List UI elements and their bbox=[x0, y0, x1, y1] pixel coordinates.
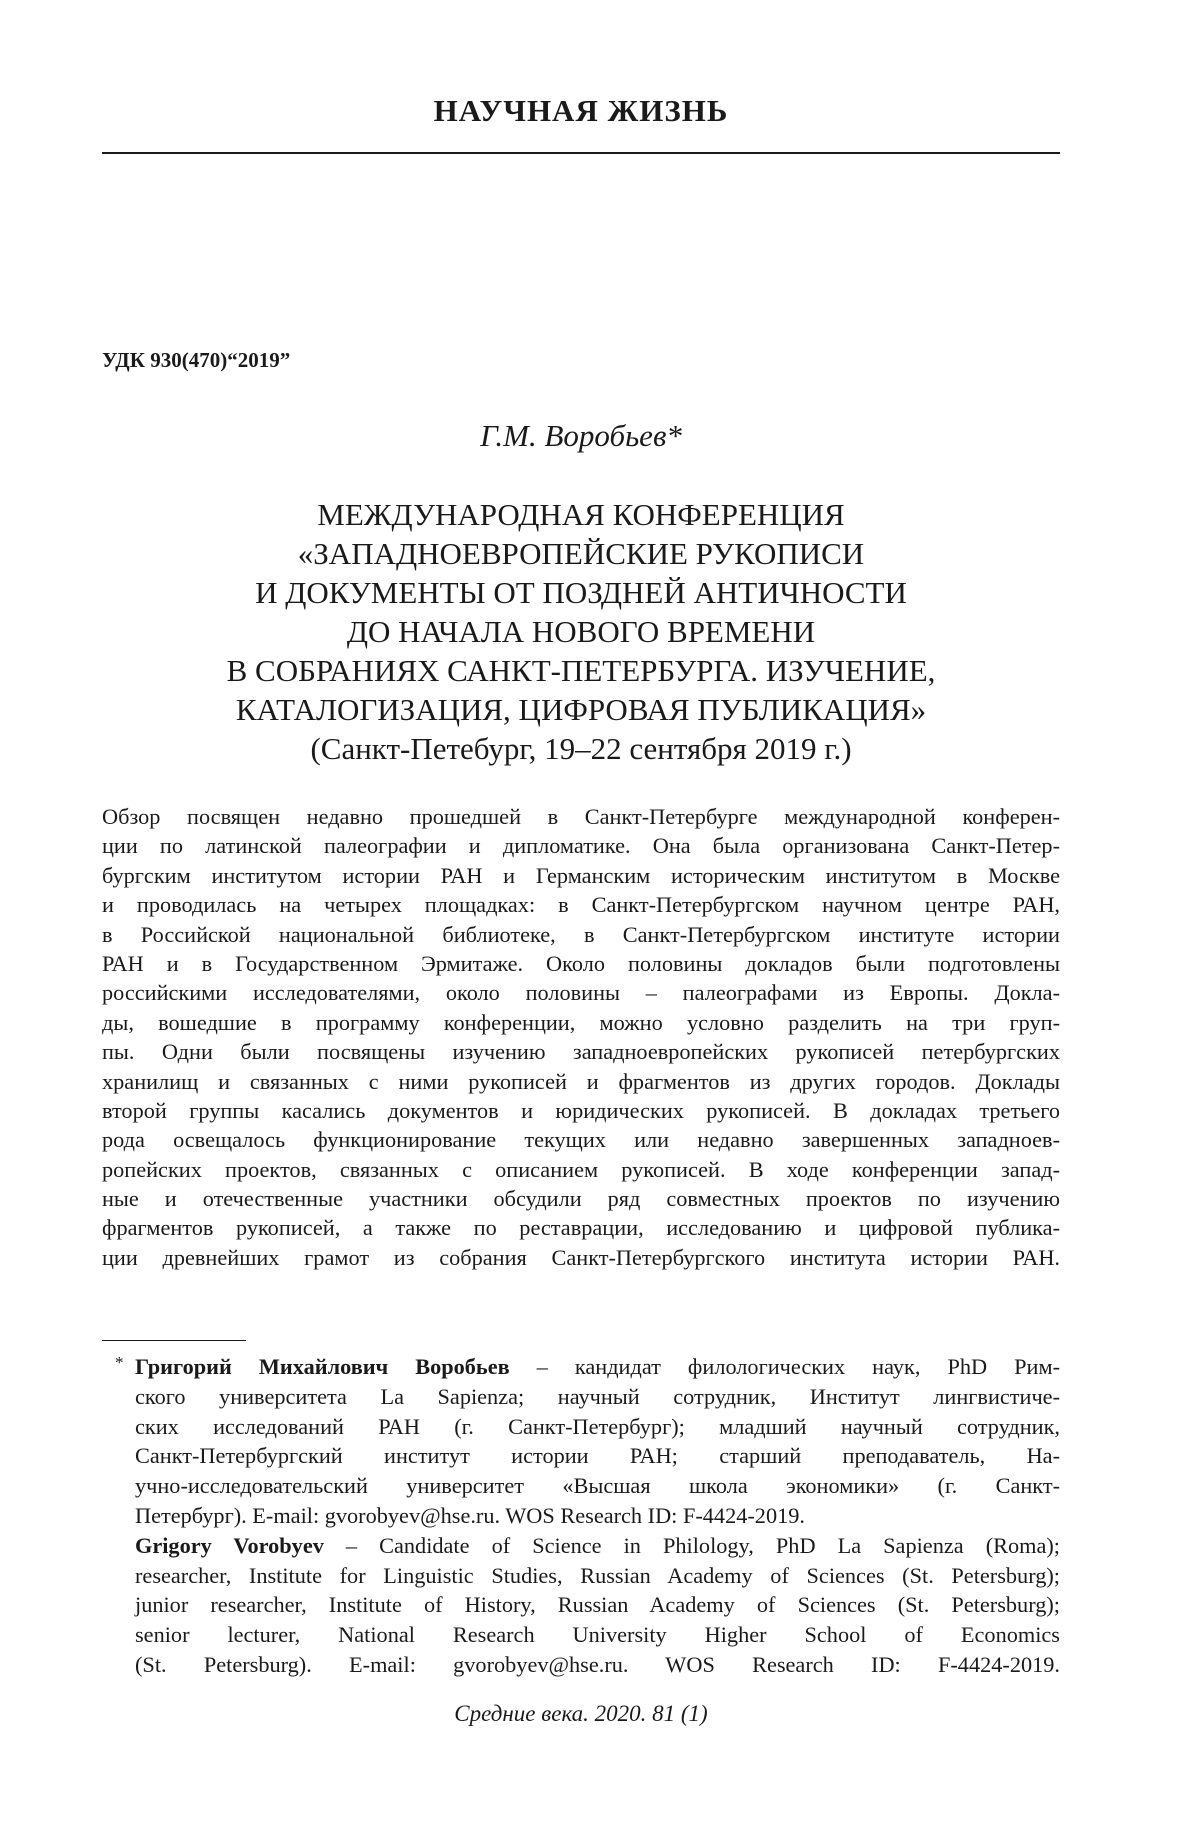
abstract-line: бургским институтом истории РАН и Германским историческим институтом в Москве bbox=[102, 862, 1060, 888]
footnote-text: – Candidate of Science in Philology, PhD La Sapienza (Roma); bbox=[323, 1532, 1060, 1558]
footnote-divider bbox=[102, 1340, 246, 1341]
footnote-line bbox=[135, 1531, 1060, 1561]
abstract-line: и проводилась на четырех площадках: в Санкт-Петербургском научном центре РАН, bbox=[102, 892, 1060, 918]
abstract-line: рода освещалось функционирование текущих или недавно завершенных западноев- bbox=[102, 1127, 1060, 1153]
abstract-line: ции древнейших грамот из собрания Санкт-Петербургского института истории РАН. bbox=[102, 1244, 1060, 1270]
abstract-line: ные и отечественные участники обсудили ряд совместных проектов по изучению bbox=[102, 1186, 1060, 1212]
footnote-author-en: Grigory Vorobyev bbox=[135, 1532, 324, 1558]
footnote-line: ских исследований РАН (г. Санкт-Петербург); младший научный сотрудник, bbox=[135, 1413, 1060, 1439]
footnote-line: researcher, Institute for Linguistic Studies, Russian Academy of Sciences (St. Petersburg); bbox=[135, 1562, 1060, 1588]
footnote-line: (St. Petersburg). E-mail: gvorobyev@hse.ru. WOS Research ID: F-4424-2019. bbox=[135, 1651, 1060, 1677]
title-subtitle-line: (Санкт-Петебург, 19–22 сентября 2019 г.) bbox=[310, 731, 852, 766]
footnote-text: – кандидат филологических наук, PhD Рим- bbox=[509, 1354, 1060, 1379]
title-line: КАТАЛОГИЗАЦИЯ, ЦИФРОВАЯ ПУБЛИКАЦИЯ» bbox=[235, 692, 927, 727]
footnote-line: Петербург). E-mail: gvorobyev@hse.ru. WOS Research ID: F-4424-2019. bbox=[135, 1502, 805, 1528]
journal-citation-end: ) bbox=[700, 1701, 708, 1726]
abstract-line: ропейских проектов, связанных с описанием рукописей. В ходе конференции запад- bbox=[102, 1156, 1060, 1182]
author-footnote bbox=[115, 1352, 1060, 1680]
journal-citation: Средние века. 2020. 81 ( bbox=[454, 1701, 689, 1726]
title-line: МЕЖДУНАРОДНАЯ КОНФЕРЕНЦИЯ bbox=[317, 497, 845, 532]
title-line: ДО НАЧАЛА НОВОГО ВРЕМЕНИ bbox=[346, 614, 816, 649]
abstract bbox=[102, 802, 1060, 1272]
abstract-line: хранилищ и связанных с ними рукописей и фрагментов из других городов. Доклады bbox=[102, 1068, 1060, 1094]
abstract-line: пы. Одни были посвящены изучению западноевропейских рукописей петербургских bbox=[102, 1039, 1060, 1065]
header-divider bbox=[102, 152, 1060, 154]
udk-code: УДК 930(470)“2019” bbox=[102, 348, 291, 372]
title-line: В СОБРАНИЯХ САНКТ-ПЕТЕРБУРГА. ИЗУЧЕНИЕ, bbox=[226, 653, 936, 688]
footnote-line: junior researcher, Institute of History, Russian Academy of Sciences (St. Petersburg); bbox=[135, 1592, 1060, 1618]
author-name: Г.М. Воробьев* bbox=[480, 418, 682, 453]
abstract-line: ции по латинской палеографии и дипломатике. Она была организована Санкт-Петер- bbox=[102, 833, 1060, 859]
abstract-line: в Российской национальной библиотеке, в Санкт-Петербургском институте истории bbox=[102, 921, 1060, 947]
title-line: «ЗАПАДНОЕВРОПЕЙСКИЕ РУКОПИСИ bbox=[297, 536, 865, 571]
abstract-line: ды, вошедшие в программу конференции, можно условно разделить на три груп- bbox=[102, 1009, 1060, 1035]
abstract-line: российскими исследователями, около половины – палеографами из Европы. Докла- bbox=[102, 980, 1060, 1006]
abstract-line: фрагментов рукописей, а также по реставрации, исследованию и цифровой публика- bbox=[102, 1215, 1060, 1241]
journal-issue: 1 bbox=[688, 1701, 701, 1726]
section-header: НАУЧНАЯ ЖИЗНЬ bbox=[433, 93, 729, 128]
footnote-line: senior lecturer, National Research University Higher School of Economics bbox=[135, 1622, 1060, 1648]
title-line: И ДОКУМЕНТЫ ОТ ПОЗДНЕЙ АНТИЧНОСТИ bbox=[255, 575, 907, 610]
abstract-line: второй группы касались документов и юридических рукописей. В докладах третьего bbox=[102, 1097, 1060, 1123]
footnote-line: ского университета La Sapienza; научный сотрудник, Институт лингвистиче- bbox=[135, 1383, 1060, 1409]
footnote-marker: * bbox=[115, 1353, 124, 1372]
journal-footer bbox=[102, 1701, 1060, 1727]
footnote-line: Санкт-Петербургский институт истории РАН; старший преподаватель, На- bbox=[135, 1443, 1060, 1469]
abstract-line: РАН и в Государственном Эрмитаже. Около половины докладов были подготовлены bbox=[102, 950, 1060, 976]
footnote-author-ru: Григорий Михайлович Воробьев bbox=[135, 1354, 510, 1379]
article-title bbox=[102, 495, 1060, 768]
abstract-line: Обзор посвящен недавно прошедшей в Санкт-Петербурге международной конферен- bbox=[102, 804, 1060, 829]
footnote-line bbox=[135, 1352, 1060, 1382]
footnote-line: учно-исследовательский университет «Высшая школа экономики» (г. Санкт- bbox=[135, 1473, 1060, 1499]
